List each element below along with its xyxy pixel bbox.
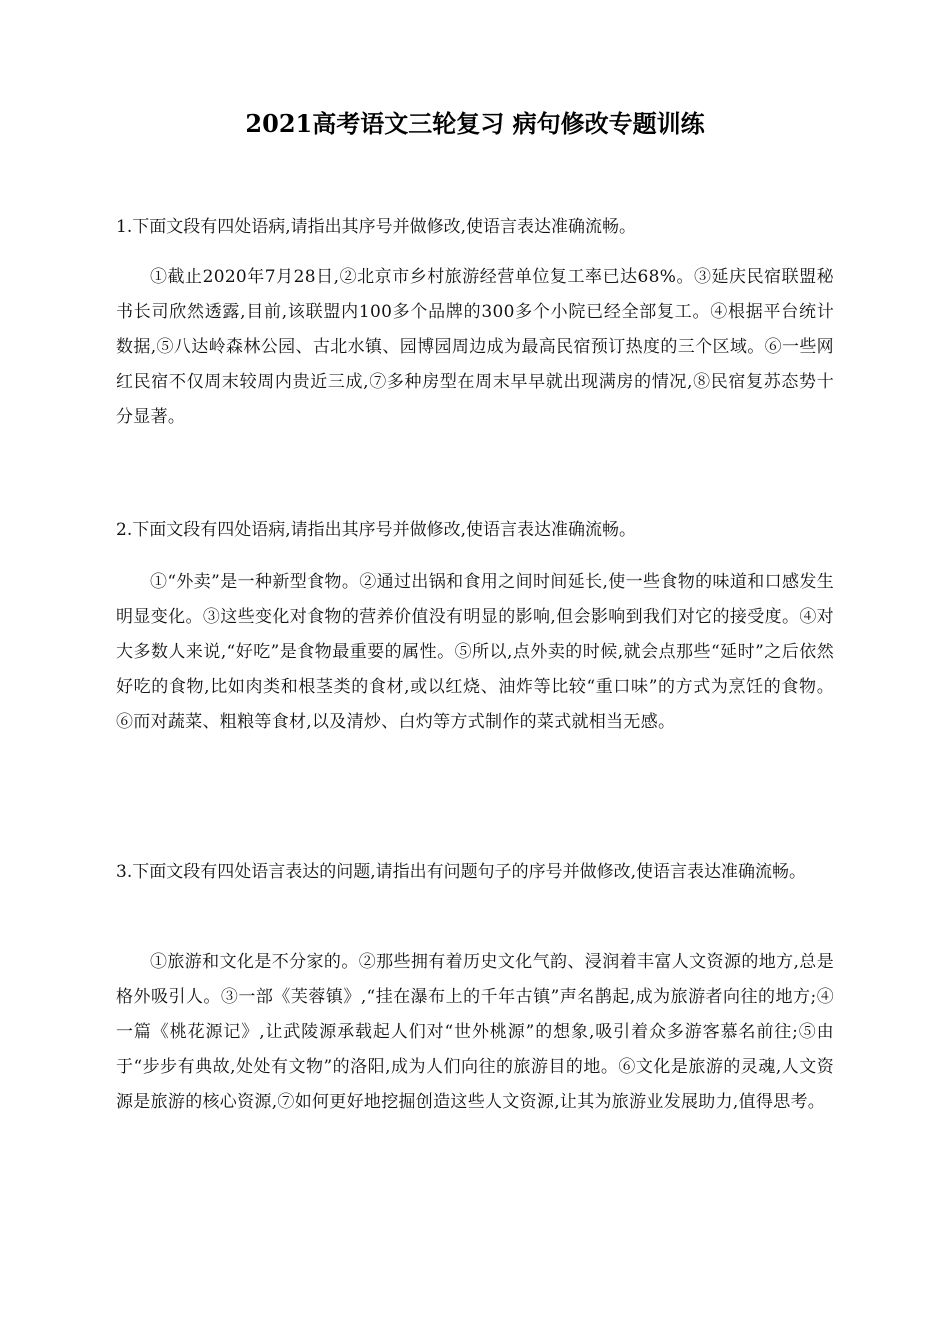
question-2-prompt: 2.下面文段有四处语病,请指出其序号并做修改,使语言表达准确流畅。	[116, 520, 637, 540]
question-1-passage: ①截止2020年7月28日,②北京市乡村旅游经营单位复工率已达68%。③延庆民宿联盟秘书长司欣然透露,目前,该联盟内100多个品牌的300多个小院已经全部复工。④根据平台统计数据,⑤八达岭森林公园、古北水镇、园博园周边成为最高民宿预订热度的三个区域。⑥一些网红民宿不仅周末较周内贵近三成,⑦多种房型在周末早早就出现满房的情况,⑧民宿复苏态势十分显著。	[116, 267, 834, 427]
page-title: 2021高考语文三轮复习 病句修改专题训练	[245, 109, 705, 138]
question-3-passage: ①旅游和文化是不分家的。②那些拥有着历史文化气韵、浸润着丰富人文资源的地方,总是格外吸引人。③一部《芙蓉镇》,“挂在瀑布上的千年古镇”声名鹊起,成为旅游者向往的地方;④一篇《桃花源记》,让武陵源承载起人们对“世外桃源”的想象,吸引着众多游客慕名前往;⑤由于“步步有典故,处处有文物”的洛阳,成为人们向往的旅游目的地。⑥文化是旅游的灵魂,人文资源是旅游的核心资源,⑦如何更好地挖掘创造这些人文资源,让其为旅游业发展助力,值得思考。	[116, 952, 834, 1112]
question-1-prompt: 1.下面文段有四处语病,请指出其序号并做修改,使语言表达准确流畅。	[116, 217, 637, 237]
question-3-prompt: 3.下面文段有四处语言表达的问题,请指出有问题句子的序号并做修改,使语言表达准确流畅。	[116, 862, 807, 882]
question-2-passage: ①“外卖”是一种新型食物。②通过出锅和食用之间时间延长,使一些食物的味道和口感发生明显变化。③这些变化对食物的营养价值没有明显的影响,但会影响到我们对它的接受度。④对大多数人来说,“好吃”是食物最重要的属性。⑤所以,点外卖的时候,就会点那些“延时”之后依然好吃的食物,比如肉类和根茎类的食材,或以红烧、油炸等比较“重口味”的方式为烹饪的食物。⑥而对蔬菜、粗粮等食材,以及清炒、白灼等方式制作的菜式就相当无感。	[116, 572, 834, 732]
